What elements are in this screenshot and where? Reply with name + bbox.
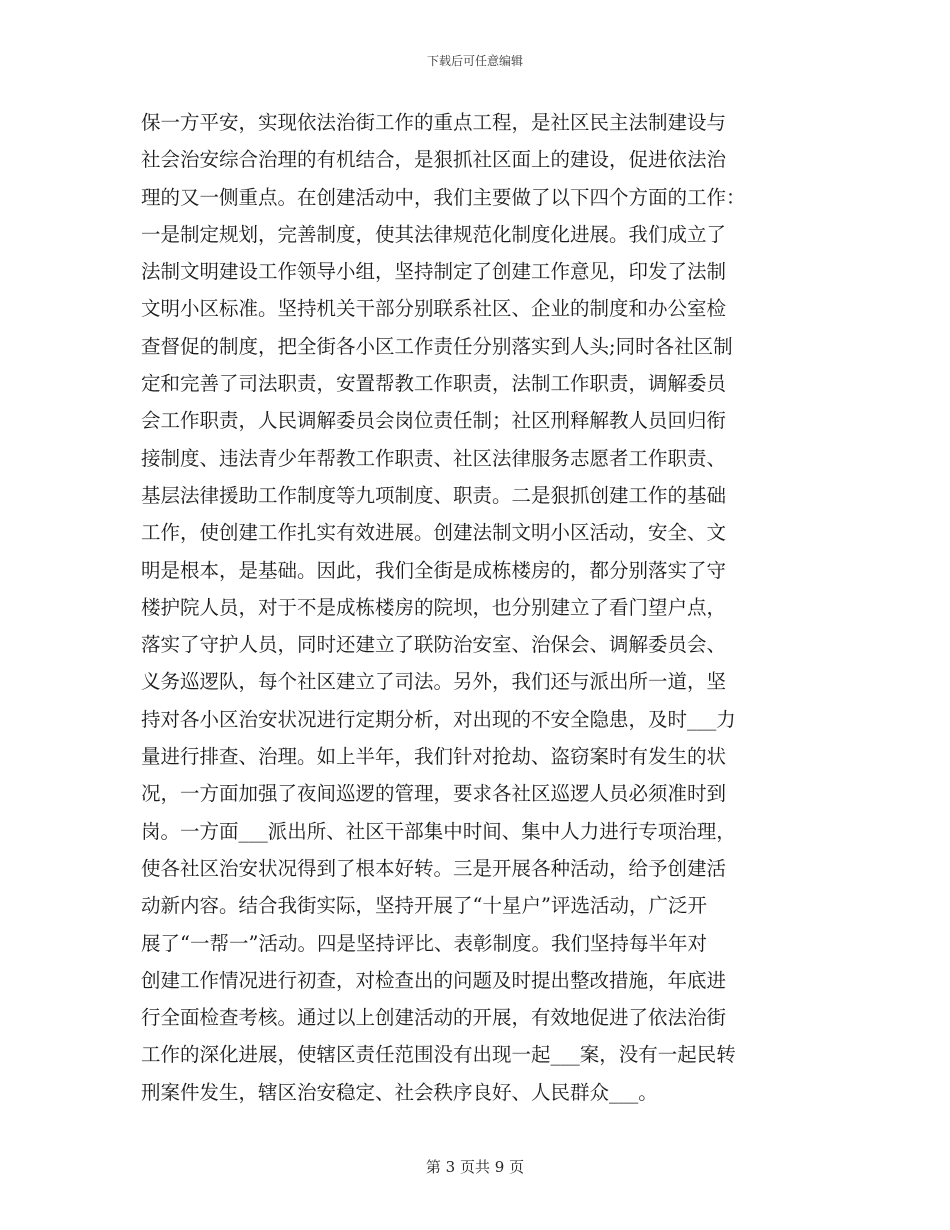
body-line: 动新内容。结合我街实际，坚持开展了“十星户”评选活动，广泛开	[141, 894, 707, 918]
body-line: 定和完善了司法职责，安置帮教工作职责，法制工作职责，调解委员	[141, 372, 727, 396]
body-line: 理的又一侧重点。在创建活动中，我们主要做了以下四个方面的工作：	[141, 185, 746, 209]
body-line: 义务巡逻队，每个社区建立了司法。另外，我们还与派出所一道，坚	[141, 670, 727, 694]
body-line: 落实了守护人员，同时还建立了联防治安室、治保会、调解委员会、	[141, 633, 727, 657]
body-line: 况，一方面加强了夜间巡逻的管理，要求各社区巡逻人员必须准时到	[141, 782, 727, 806]
body-line: 楼护院人员，对于不是成栋楼房的院坝，也分别建立了看门望户点，	[141, 595, 727, 619]
body-line: 查督促的制度，把全街各小区工作责任分别落实到人头;同时各社区制	[141, 334, 733, 358]
body-line: 使各社区治安状况得到了根本好转。三是开展各种活动，给予创建活	[141, 856, 727, 880]
body-line: 社会治安综合治理的有机结合，是狠抓社区面上的建设，促进依法治	[141, 148, 727, 172]
page-number-footer: 第 3 页共 9 页	[425, 1158, 525, 1176]
body-line: 一是制定规划，完善制度，使其法律规范化制度化进展。我们成立了	[141, 222, 727, 246]
body-line: 创建工作情况进行初查，对检查出的问题及时提出整改措施，年底进	[141, 968, 727, 992]
body-line: 保一方平安，实现依法治街工作的重点工程，是社区民主法制建设与	[141, 111, 727, 134]
body-line: 刑案件发生，辖区治安稳定、社会秩序良好、人民群众___。	[141, 1080, 658, 1104]
body-line: 工作的深化进展，使辖区责任范围没有出现一起___案，没有一起民转	[141, 1043, 736, 1067]
body-line: 工作，使创建工作扎实有效进展。创建法制文明小区活动，安全、文	[141, 521, 727, 545]
body-line: 展了“一帮一”活动。四是坚持评比、表彰制度。我们坚持每半年对	[141, 931, 707, 955]
body-line: 行全面检查考核。通过以上创建活动的开展，有效地促进了依法治街	[141, 1006, 727, 1030]
body-line: 基层法律援助工作制度等九项制度、职责。二是狠抓创建工作的基础	[141, 483, 727, 507]
document-body	[141, 104, 821, 1111]
page-header: 下载后可任意编辑	[426, 54, 523, 68]
body-line: 明是根本，是基础。因此，我们全街是成栋楼房的，都分别落实了守	[141, 558, 727, 582]
body-line: 量进行排查、治理。如上半年，我们针对抢劫、盗窃案时有发生的状	[141, 745, 727, 769]
body-line: 接制度、违法青少年帮教工作职责、社区法律服务志愿者工作职责、	[141, 446, 727, 470]
body-line: 会工作职责，人民调解委员会岗位责任制；社区刑释解教人员回归衔	[141, 409, 727, 433]
body-line: 文明小区标准。坚持机关干部分别联系社区、企业的制度和办公室检	[141, 297, 727, 321]
body-line: 持对各小区治安状况进行定期分析，对出现的不安全隐患，及时___力	[141, 707, 736, 731]
body-line: 法制文明建设工作领导小组，坚持制定了创建工作意见，印发了法制	[141, 260, 727, 284]
body-line: 岗。一方面___派出所、社区干部集中时间、集中人力进行专项治理，	[141, 819, 736, 843]
